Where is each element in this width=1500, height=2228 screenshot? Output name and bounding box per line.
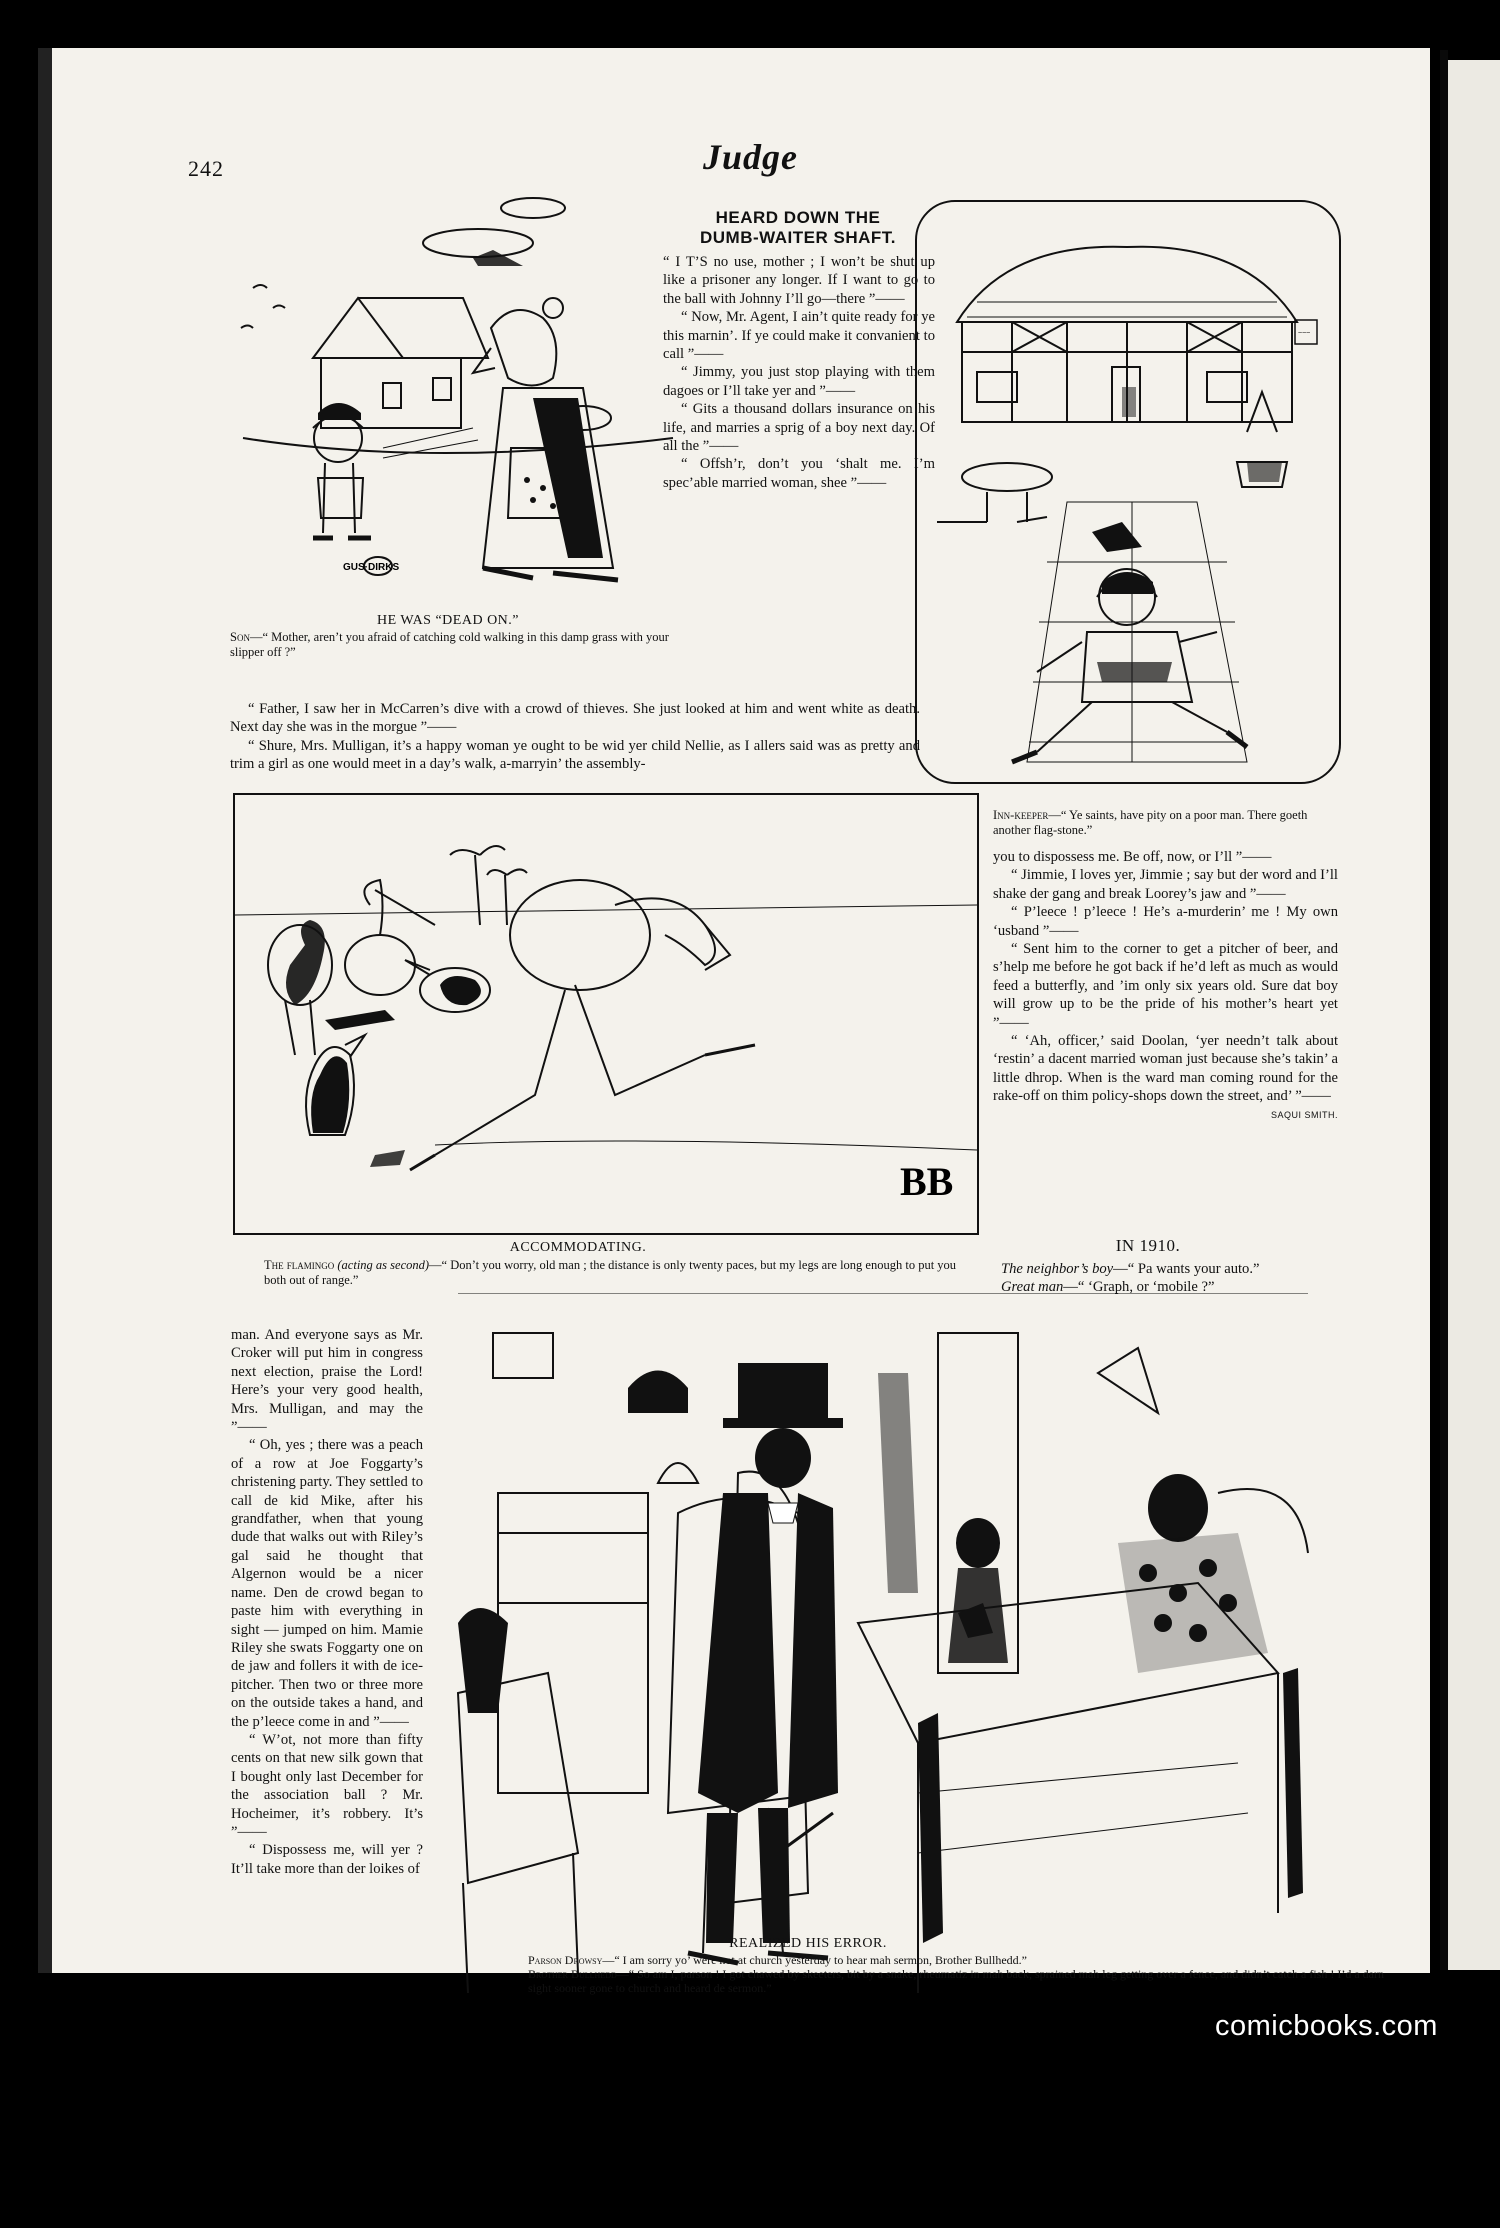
story-column-right <box>993 848 1338 1124</box>
story-wide-lines <box>230 700 920 774</box>
joke-text: —“ Pa wants your auto.” <box>1113 1261 1260 1277</box>
story-paragraph: “ W’ot, not more than fifty cents on that new silk gown that I bought only last December for the association ball ? Mr. Hocheimer, it’s robbery. It’s ”—— <box>231 1731 423 1840</box>
story-column-left <box>231 1326 423 1878</box>
story-paragraph: “ ‘Ah, officer,’ said Doolan, ‘yer needn’t talk about ‘restin’ a dacent married woman just because she’s takin’ a little dhrop. When is the ward man coming round for the rake-off on thim policy-shops down the street, and’ ”—— <box>993 1033 1338 1105</box>
story-paragraph: “ Jimmie, I loves yer, Jimmie ; say but der word and I’ll shake der gang and break Loorey’s jaw and ”—— <box>993 867 1338 902</box>
cartoon-title: REALIZED HIS ERROR. <box>729 1936 887 1951</box>
page-binding-edge <box>38 48 52 1973</box>
cartoon-caption <box>528 1953 1398 1995</box>
joke-title: IN 1910. <box>1115 1236 1181 1255</box>
caption-text: —“ I am sorry yo’ were not at church yesterday to hear mah sermon, Brother Bullhedd.” <box>602 1953 1027 1967</box>
story-column-1 <box>663 253 935 492</box>
cartoon-dead-on <box>233 188 683 598</box>
watermark-text[interactable]: comicbooks.com <box>1215 2010 1438 2042</box>
story-paragraph: “ Sent him to the corner to get a pitcher of beer, and s’help me before he got back if he’d left as much as would feed a butterfly, and ’im only six years old. Sure dat boy will grow up to be the pride of his mother’s heart yet ”—— <box>993 941 1338 1031</box>
caption-line <box>528 1967 1398 1995</box>
story-paragraph: man. And everyone says as Mr. Croker will put him in congress next election, praise the Lord! Here’s your very good health, Mrs. Mulligan, and may the ”—— <box>231 1327 423 1436</box>
cartoon-caption <box>264 1258 964 1288</box>
story-paragraph: you to dispossess me. Be off, now, or I’ll ”—— <box>993 849 1272 865</box>
cartoon-realized-error <box>438 1293 1338 2228</box>
cartoon-signature: GUS·DIRKS <box>343 562 400 573</box>
story-paragraph: “ Jimmy, you just stop playing with them dagoes or I’ll take yer and ”—— <box>663 364 935 399</box>
caption-text: —“ Don’t you worry, old man ; the distance is only twenty paces, but my legs are long enough to put you both out of range.” <box>264 1258 957 1287</box>
story-paragraph: “ Father, I saw her in McCarren’s dive with a crowd of thieves. She just looked at him and went white as death. Next day she was in the morgue ”—— <box>230 701 920 736</box>
joke-speaker: Great man <box>1001 1279 1064 1296</box>
caption-text: —“ Mother, aren’t you afraid of catching cold walking in this damp grass with your slipper off ?” <box>230 630 669 659</box>
magazine-page <box>38 48 1430 1997</box>
page-number: 242 <box>188 156 224 181</box>
cartoon-caption <box>993 808 1338 838</box>
speaker-aside: (acting as second) <box>337 1258 430 1272</box>
cartoon-title: ACCOMMODATING. <box>509 1240 647 1255</box>
cartoon-inn-keeper <box>915 200 1341 784</box>
speaker-label: Brother Bullhedd <box>528 1967 617 1981</box>
story-paragraph: “ Gits a thousand dollars insurance on his life, and marries a sprig of a boy next day. Of all the ”—— <box>663 401 935 455</box>
cartoon-caption <box>230 630 670 660</box>
caption-text: —“ Ye saints, have pity on a poor man. There goeth another flag-stone.” <box>993 808 1308 837</box>
cartoon-signature: Flohri <box>1238 1982 1274 1997</box>
joke-line <box>1001 1260 1341 1278</box>
joke-speaker: The neighbor’s boy <box>1001 1261 1114 1277</box>
story-title-line: DUMB-WAITER SHAFT. <box>700 228 896 247</box>
speaker-label: Parson Drowsy <box>528 1953 603 1967</box>
story-paragraph: “ P’leece ! p’leece ! He’s a-murderin’ me ! My own ‘usband ”—— <box>993 904 1338 939</box>
story-paragraph: “ Oh, yes ; there was a peach of a row at Joe Foggarty’s christening party. They settled to call de kid Mike, after his grandfather, when that young dude that walks out with Riley’s gal said he thought that Algernon would be a nicer name. Den de crowd began to paste him with everything in sight — jumped on him. Mamie Riley she swats Foggarty one on de jaw and follers it with de ice-pitcher. Then two or three more on the outside takes a hand, and the p’leece come in and ”—— <box>231 1437 423 1730</box>
story-paragraph: “ I T’S no use, mother ; I won’t be shut up like a prisoner any longer. If I want to go to the ball with Johnny I’ll go—there ”—— <box>663 254 935 307</box>
story-title-line: HEARD DOWN THE <box>715 208 881 227</box>
story-author: SAQUI SMITH. <box>1270 1109 1338 1120</box>
inn-sign-text: ~~~ <box>1298 330 1311 337</box>
joke-text: —“ ‘Graph, or ‘mobile ?” <box>1063 1279 1215 1296</box>
speaker-label: Inn-keeper <box>993 808 1049 822</box>
story-paragraph: “ Now, Mr. Agent, I ain’t quite ready for ye this marnin’. If ye could make it convanient to call ”—— <box>663 309 935 363</box>
artist-monogram: BB <box>900 1159 954 1204</box>
cartoon-flamingo <box>233 793 979 1235</box>
story-paragraph: “ Offsh’r, don’t you ‘shalt me. I’m spec’able married woman, shee ”—— <box>663 456 935 491</box>
story-paragraph: “ Dispossess me, will yer ? It’ll take more than der loikes of <box>231 1842 423 1877</box>
speaker-label: Son <box>230 630 250 644</box>
cartoon-title: HE WAS “DEAD ON.” <box>377 613 519 628</box>
page-gutter <box>1440 50 1448 1970</box>
speaker-label: The flamingo <box>264 1258 335 1272</box>
joke-body <box>1001 1260 1341 1297</box>
story-heading <box>663 208 933 248</box>
story-paragraph: “ Shure, Mrs. Mulligan, it’s a happy woman ye ought to be wid yer child Nellie, as I allers said was as pretty and trim a girl as one would meet in a day’s walk, a-marryin’ the assembly- <box>230 737 920 773</box>
caption-line <box>528 1953 1398 1967</box>
caption-text: —“ So am I, parson ! I got chawed by skeeters, bit by a snake, rheumatiz in mah back, sprained mah leg getting over a fence, and didn’t catch a fish ! I’d a darn sight sooner gone to church and heard de sermon.” <box>528 1967 1384 1995</box>
masthead-logo: Judge <box>703 137 798 177</box>
facing-page-edge <box>1448 60 1500 1970</box>
